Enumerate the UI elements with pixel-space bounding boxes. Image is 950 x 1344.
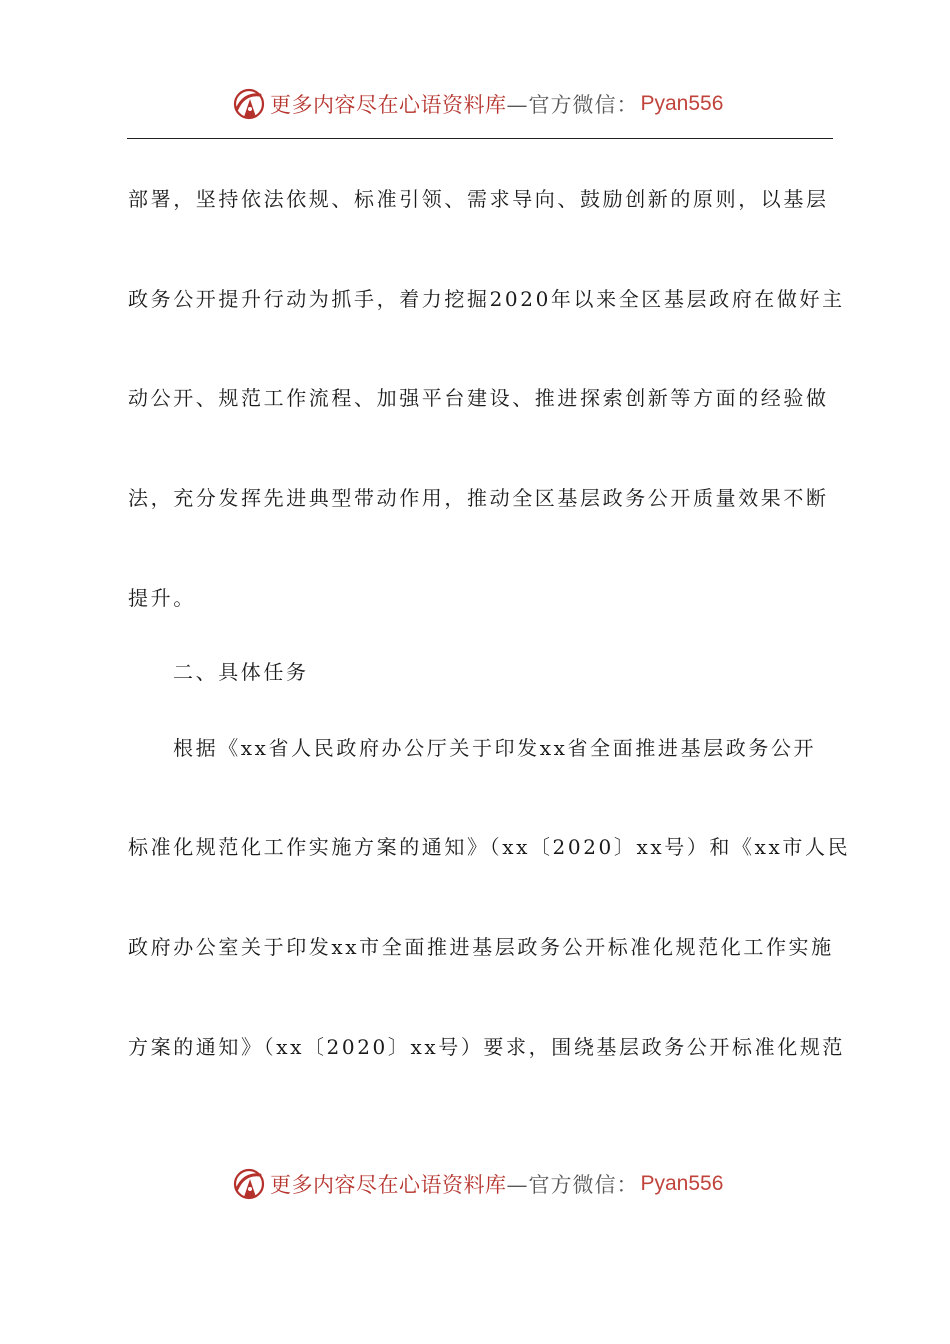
header-brand-id: Pyan556 (640, 92, 724, 115)
para2-line-4: 方案的通知》（xx〔2020〕xx号）要求，围绕基层政务公开标准化规范 (128, 1035, 846, 1059)
footer-brand-id: Pyan556 (640, 1172, 724, 1195)
footer-brand-main: 更多内容尽在心语资料库 (270, 1173, 507, 1197)
para2-line-3: 政府办公室关于印发xx市全面推进基层政务公开标准化规范化工作实施 (128, 935, 834, 959)
body-line-1: 部署，坚持依法依规、标准引领、需求导向、鼓励创新的原则，以基层 (128, 187, 829, 211)
header-brand-main: 更多内容尽在心语资料库 (270, 93, 507, 117)
body-line-4: 法，充分发挥先进典型带动作用，推动全区基层政务公开质量效果不断 (128, 486, 829, 510)
header-brand-sep: —官方微信： (506, 93, 639, 117)
body-line-5: 提升。 (128, 586, 196, 610)
section-heading: 二、具体任务 (173, 660, 309, 684)
header-brand (232, 86, 723, 122)
pen-nib-logo-icon (232, 87, 266, 121)
pen-nib-logo-icon (232, 1167, 266, 1201)
body-line-2: 政务公开提升行动为抓手，着力挖掘2020年以来全区基层政府在做好主 (128, 287, 845, 311)
footer-brand (232, 1166, 723, 1202)
body-line-3: 动公开、规范工作流程、加强平台建设、推进探索创新等方面的经验做 (128, 386, 829, 410)
para2-line-1: 根据《xx省人民政府办公厅关于印发xx省全面推进基层政务公开 (173, 736, 817, 760)
para2-line-2: 标准化规范化工作实施方案的通知》（xx〔2020〕xx号）和《xx市人民 (128, 835, 851, 859)
footer-brand-sep: —官方微信： (506, 1173, 639, 1197)
header-divider (127, 138, 833, 139)
